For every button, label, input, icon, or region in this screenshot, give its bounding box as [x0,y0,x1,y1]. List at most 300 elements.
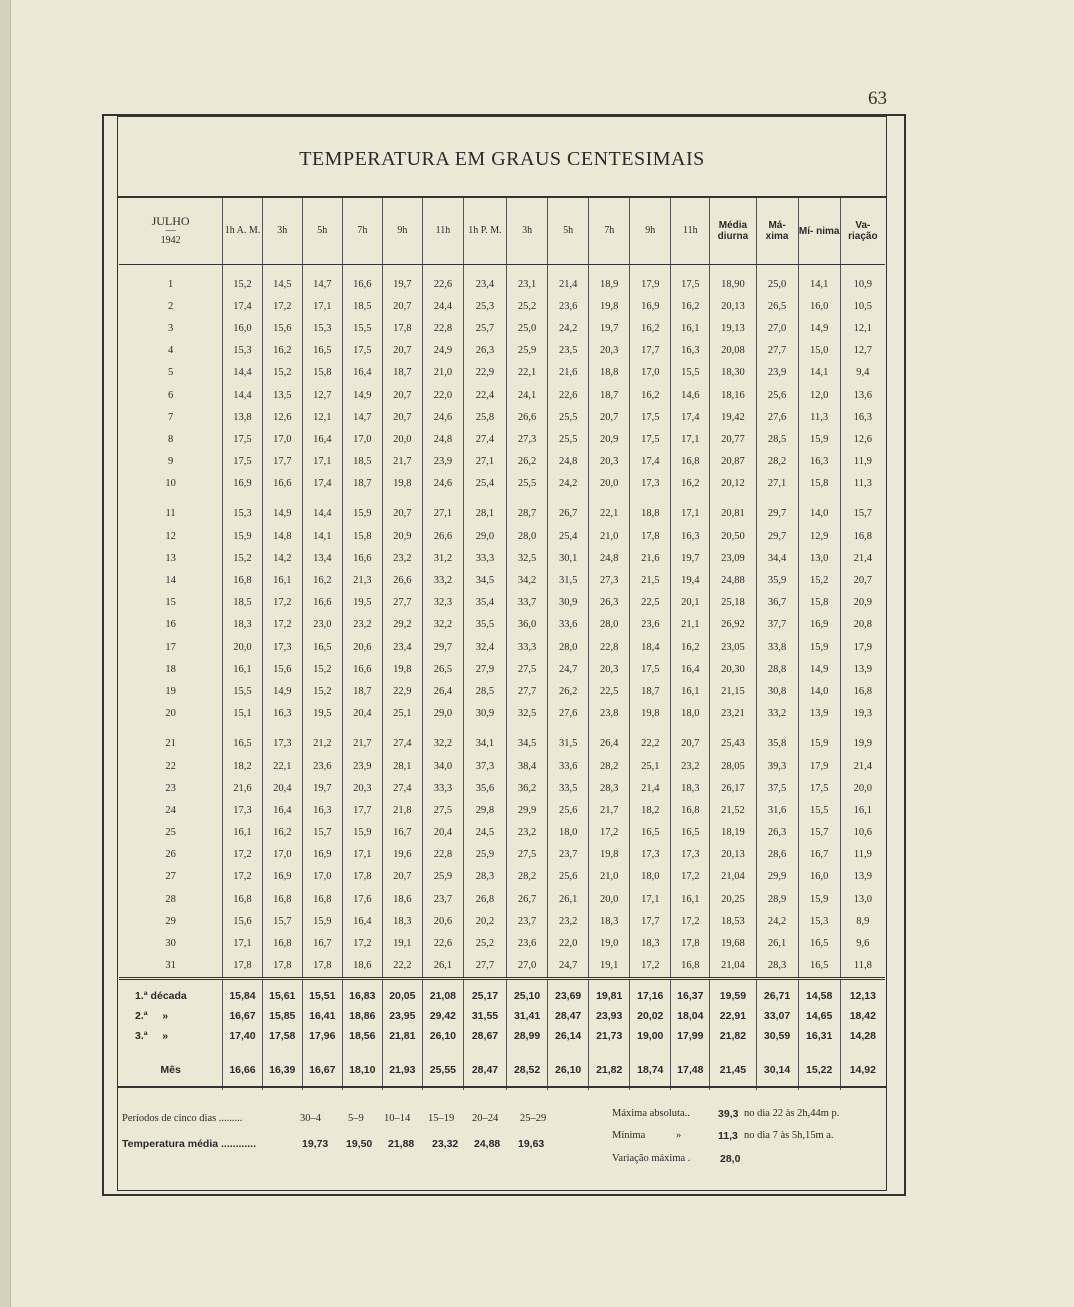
value-cell: 25,6 [548,799,589,821]
value-cell: 18,5 [223,592,263,614]
value-cell: 13,0 [798,547,840,569]
value-cell: 18,19 [710,822,756,844]
value-cell: 25,0 [756,265,798,296]
value-cell: 25,0 [507,317,548,339]
max-abs-label: Máxima absoluta.. [612,1108,690,1119]
value-cell: 14,9 [262,495,302,525]
value-cell: 19,68 [710,932,756,954]
value-cell: 23,4 [463,265,506,296]
table-row [119,265,885,296]
table-row [119,428,885,450]
value-cell: 16,2 [671,295,710,317]
value-cell: 14,9 [342,384,382,406]
value-cell: 16,3 [840,406,885,428]
value-cell: 20,0 [382,428,422,450]
table-row [119,547,885,569]
month-value: 16,39 [262,1046,302,1090]
page-number: 63 [868,88,887,109]
value-cell: 27,6 [756,406,798,428]
value-cell: 27,1 [756,473,798,495]
value-cell: 33,2 [756,703,798,725]
value-cell: 21,6 [223,777,263,799]
value-cell: 28,8 [756,658,798,680]
value-cell: 25,4 [548,525,589,547]
value-cell: 16,6 [302,592,342,614]
value-cell: 17,3 [262,636,302,658]
value-cell: 16,8 [671,799,710,821]
min-value: 11,3 [718,1130,738,1142]
value-cell: 26,4 [589,725,630,755]
value-cell: 19,1 [589,955,630,979]
value-cell: 34,5 [507,725,548,755]
value-cell: 16,9 [262,866,302,888]
value-cell: 16,0 [798,866,840,888]
table-row [119,866,885,888]
value-cell: 21,4 [840,547,885,569]
period-item: 10–14 [384,1113,411,1124]
value-cell: 25,43 [710,725,756,755]
value-cell: 14,0 [798,680,840,702]
table-row [119,888,885,910]
value-cell: 27,5 [507,844,548,866]
value-cell: 18,0 [548,822,589,844]
hour-header: 9h [630,198,671,265]
value-cell: 17,3 [223,799,263,821]
value-cell: 18,16 [710,384,756,406]
decade-value: 17,99 [671,1026,710,1046]
value-cell: 16,1 [671,317,710,339]
min-label: Mínima [612,1130,646,1141]
value-cell: 20,7 [589,406,630,428]
value-cell: 37,7 [756,614,798,636]
value-cell: 27,7 [382,592,422,614]
value-cell: 12,7 [840,340,885,362]
value-cell: 16,6 [342,265,382,296]
value-cell: 12,0 [798,384,840,406]
value-cell: 34,5 [463,569,506,591]
value-cell: 17,0 [262,844,302,866]
value-cell: 18,3 [671,777,710,799]
value-cell: 23,7 [548,844,589,866]
max-abs-value: 39,3 [718,1108,739,1120]
value-cell: 21,5 [630,569,671,591]
value-cell: 16,7 [302,932,342,954]
value-cell: 23,6 [507,932,548,954]
table-row [119,658,885,680]
month-value: 16,66 [223,1046,263,1090]
decade-value: 29,42 [422,1006,463,1026]
temperature-table [119,198,885,1090]
media-diurna-header: Média diurna [710,198,756,265]
value-cell: 20,0 [589,473,630,495]
value-cell: 17,7 [630,340,671,362]
value-cell: 23,5 [548,340,589,362]
value-cell: 16,7 [798,844,840,866]
footer-divider [117,1086,887,1088]
decade-value: 14,28 [840,1026,885,1046]
day-cell: 10 [165,478,176,490]
temp-media-label: Temperatura média ............ [122,1138,257,1150]
value-cell: 16,6 [342,547,382,569]
day-cell: 14 [165,575,176,587]
value-cell: 15,5 [798,799,840,821]
value-cell: 16,8 [840,525,885,547]
day-cell: 31 [165,960,176,972]
decade-value: 23,93 [589,1006,630,1026]
value-cell: 18,7 [342,680,382,702]
month-value: 21,93 [382,1046,422,1090]
decade-value: 18,04 [671,1006,710,1026]
value-cell: 21,1 [671,614,710,636]
value-cell: 21,6 [548,362,589,384]
value-cell: 26,6 [382,569,422,591]
value-cell: 24,8 [548,451,589,473]
value-cell: 23,6 [302,755,342,777]
month-value: 30,14 [756,1046,798,1090]
value-cell: 20,7 [382,406,422,428]
decade-label: 1.ª década [119,978,223,1006]
value-cell: 11,3 [840,473,885,495]
value-cell: 13,5 [262,384,302,406]
table-row [119,406,885,428]
decade-value: 26,10 [422,1026,463,1046]
day-cell: 21 [165,738,176,750]
decade-value: 16,37 [671,978,710,1006]
value-cell: 38,4 [507,755,548,777]
value-cell: 15,9 [342,822,382,844]
value-cell: 14,1 [798,265,840,296]
value-cell: 20,3 [589,340,630,362]
value-cell: 18,3 [630,932,671,954]
value-cell: 20,25 [710,888,756,910]
value-cell: 18,30 [710,362,756,384]
value-cell: 16,1 [840,799,885,821]
value-cell: 22,5 [589,680,630,702]
value-cell: 14,8 [262,525,302,547]
value-cell: 25,5 [507,473,548,495]
year-label: 1942 [160,235,181,246]
value-cell: 18,2 [223,755,263,777]
value-cell: 26,5 [756,295,798,317]
hour-header: 1h A. M. [223,198,263,265]
value-cell: 27,9 [463,658,506,680]
value-cell: 25,5 [548,428,589,450]
value-cell: 21,7 [382,451,422,473]
value-cell: 19,8 [589,295,630,317]
value-cell: 22,2 [382,955,422,979]
value-cell: 20,6 [342,636,382,658]
period-item: 25–29 [520,1113,547,1124]
value-cell: 18,7 [342,473,382,495]
value-cell: 18,3 [223,614,263,636]
value-cell: 20,87 [710,451,756,473]
value-cell: 14,6 [671,384,710,406]
month-value: 26,10 [548,1046,589,1090]
value-cell: 12,7 [302,384,342,406]
value-cell: 16,1 [262,569,302,591]
value-cell: 16,8 [840,680,885,702]
value-cell: 21,7 [589,799,630,821]
value-cell: 15,1 [223,703,263,725]
var-max-label: Variação máxima . [612,1153,691,1164]
decade-value: 17,40 [223,1026,263,1046]
value-cell: 16,8 [302,888,342,910]
day-cell: 4 [167,345,174,357]
value-cell: 17,2 [223,844,263,866]
value-cell: 16,9 [630,295,671,317]
value-cell: 17,1 [342,844,382,866]
value-cell: 26,17 [710,777,756,799]
period-item: 15–19 [428,1113,455,1124]
value-cell: 17,9 [840,636,885,658]
temp-media-value: 19,73 [302,1138,329,1150]
value-cell: 20,7 [382,384,422,406]
min-ditto: » [676,1130,682,1141]
value-cell: 22,1 [589,495,630,525]
value-cell: 16,8 [671,955,710,979]
value-cell: 16,2 [302,569,342,591]
value-cell: 26,2 [548,680,589,702]
value-cell: 27,7 [756,340,798,362]
value-cell: 30,8 [756,680,798,702]
value-cell: 16,4 [262,799,302,821]
value-cell: 19,9 [840,725,885,755]
value-cell: 25,9 [463,844,506,866]
hour-header: 9h [382,198,422,265]
month-value: 28,47 [463,1046,506,1090]
value-cell: 18,6 [342,955,382,979]
value-cell: 17,1 [302,451,342,473]
value-cell: 23,09 [710,547,756,569]
value-cell: 15,2 [223,547,263,569]
value-cell: 26,4 [422,680,463,702]
value-cell: 11,9 [840,844,885,866]
day-cell: 17 [165,641,176,653]
value-cell: 29,7 [422,636,463,658]
value-cell: 27,0 [507,955,548,979]
value-cell: 18,3 [589,910,630,932]
value-cell: 14,7 [342,406,382,428]
value-cell: 25,18 [710,592,756,614]
value-cell: 15,8 [798,592,840,614]
value-cell: 21,7 [342,725,382,755]
value-cell: 26,5 [422,658,463,680]
day-cell: 23 [165,782,176,794]
value-cell: 33,6 [548,614,589,636]
value-cell: 20,4 [422,822,463,844]
value-cell: 16,5 [630,822,671,844]
value-cell: 16,5 [302,340,342,362]
day-cell: 15 [165,597,176,609]
value-cell: 27,7 [507,680,548,702]
temp-media-value: 23,32 [432,1138,459,1150]
decade-value: 33,07 [756,1006,798,1026]
table-row [119,755,885,777]
value-cell: 16,0 [223,317,263,339]
value-cell: 20,81 [710,495,756,525]
value-cell: 17,3 [262,725,302,755]
value-cell: 20,50 [710,525,756,547]
hour-header: 5h [548,198,589,265]
month-value: 25,55 [422,1046,463,1090]
value-cell: 26,3 [589,592,630,614]
value-cell: 23,21 [710,703,756,725]
value-cell: 13,6 [840,384,885,406]
value-cell: 27,1 [463,451,506,473]
decade-value: 22,91 [710,1006,756,1026]
decade-summary-row [119,1026,885,1046]
value-cell: 29,7 [756,525,798,547]
value-cell: 26,7 [507,888,548,910]
value-cell: 35,8 [756,725,798,755]
hour-header: 5h [302,198,342,265]
day-cell: 29 [165,915,176,927]
value-cell: 32,2 [422,614,463,636]
value-cell: 28,0 [507,525,548,547]
decade-value: 21,82 [710,1026,756,1046]
value-cell: 14,9 [798,317,840,339]
value-cell: 16,5 [223,725,263,755]
value-cell: 23,6 [630,614,671,636]
value-cell: 16,0 [798,295,840,317]
value-cell: 15,6 [262,658,302,680]
value-cell: 15,2 [262,362,302,384]
value-cell: 15,8 [302,362,342,384]
value-cell: 17,2 [262,614,302,636]
value-cell: 16,4 [302,428,342,450]
day-cell: 26 [165,849,176,861]
value-cell: 17,7 [342,799,382,821]
value-cell: 17,4 [223,295,263,317]
value-cell: 19,1 [382,932,422,954]
value-cell: 17,7 [630,910,671,932]
value-cell: 19,7 [382,265,422,296]
value-cell: 24,4 [422,295,463,317]
value-cell: 25,7 [463,317,506,339]
value-cell: 12,6 [262,406,302,428]
value-cell: 17,1 [671,495,710,525]
value-cell: 16,6 [262,473,302,495]
value-cell: 12,6 [840,428,885,450]
value-cell: 15,2 [302,680,342,702]
decade-value: 19,00 [630,1026,671,1046]
value-cell: 17,5 [671,265,710,296]
hour-header: 3h [262,198,302,265]
table-row [119,473,885,495]
value-cell: 17,8 [671,932,710,954]
value-cell: 27,0 [756,317,798,339]
month-value: 18,10 [342,1046,382,1090]
daily-rows [119,265,885,979]
value-cell: 26,1 [756,932,798,954]
value-cell: 18,7 [589,384,630,406]
table-row [119,777,885,799]
value-cell: 29,9 [507,799,548,821]
table-row [119,340,885,362]
decade-value: 18,42 [840,1006,885,1026]
decade-value: 25,17 [463,978,506,1006]
value-cell: 15,9 [342,495,382,525]
value-cell: 24,6 [422,406,463,428]
value-cell: 25,9 [507,340,548,362]
value-cell: 21,0 [589,866,630,888]
value-cell: 17,1 [671,428,710,450]
value-cell: 17,2 [671,866,710,888]
value-cell: 15,7 [798,822,840,844]
day-cell: 24 [165,804,176,816]
value-cell: 20,0 [589,888,630,910]
value-cell: 16,2 [262,822,302,844]
value-cell: 22,0 [422,384,463,406]
value-cell: 29,0 [422,703,463,725]
value-cell: 23,9 [342,755,382,777]
period-item: 5–9 [348,1113,364,1124]
value-cell: 19,13 [710,317,756,339]
value-cell: 20,13 [710,295,756,317]
value-cell: 26,6 [507,406,548,428]
value-cell: 21,2 [302,725,342,755]
decade-value: 28,67 [463,1026,506,1046]
value-cell: 24,7 [548,658,589,680]
table-row [119,614,885,636]
value-cell: 9,6 [840,932,885,954]
value-cell: 27,7 [463,955,506,979]
decade-value: 18,86 [342,1006,382,1026]
value-cell: 16,2 [630,317,671,339]
value-cell: 13,9 [840,658,885,680]
table-row [119,910,885,932]
value-cell: 28,5 [756,428,798,450]
value-cell: 16,2 [262,340,302,362]
table-row [119,822,885,844]
value-cell: 16,2 [671,636,710,658]
period-item: 30–4 [300,1113,321,1124]
decade-value: 23,95 [382,1006,422,1026]
decade-value: 31,41 [507,1006,548,1026]
value-cell: 15,7 [302,822,342,844]
value-cell: 10,6 [840,822,885,844]
hour-header: 11h [671,198,710,265]
value-cell: 20,08 [710,340,756,362]
value-cell: 21,4 [630,777,671,799]
month-label: Mês [160,1063,181,1076]
decade-value: 18,56 [342,1026,382,1046]
decade-value: 23,69 [548,978,589,1006]
value-cell: 20,13 [710,844,756,866]
value-cell: 23,4 [382,636,422,658]
month-value: 15,22 [798,1046,840,1090]
value-cell: 22,6 [422,932,463,954]
value-cell: 24,1 [507,384,548,406]
value-cell: 20,30 [710,658,756,680]
value-cell: 16,3 [302,799,342,821]
value-cell: 17,4 [630,451,671,473]
value-cell: 16,1 [671,680,710,702]
value-cell: 27,3 [507,428,548,450]
value-cell: 28,5 [463,680,506,702]
value-cell: 35,6 [463,777,506,799]
minima-header: Mí- nima [798,198,840,265]
decade-value: 21,08 [422,978,463,1006]
decade-value: 17,96 [302,1026,342,1046]
value-cell: 15,2 [302,658,342,680]
value-cell: 17,3 [630,473,671,495]
value-cell: 25,2 [507,295,548,317]
value-cell: 29,2 [382,614,422,636]
value-cell: 17,2 [630,955,671,979]
day-cell: 16 [165,619,176,631]
value-cell: 17,2 [262,295,302,317]
